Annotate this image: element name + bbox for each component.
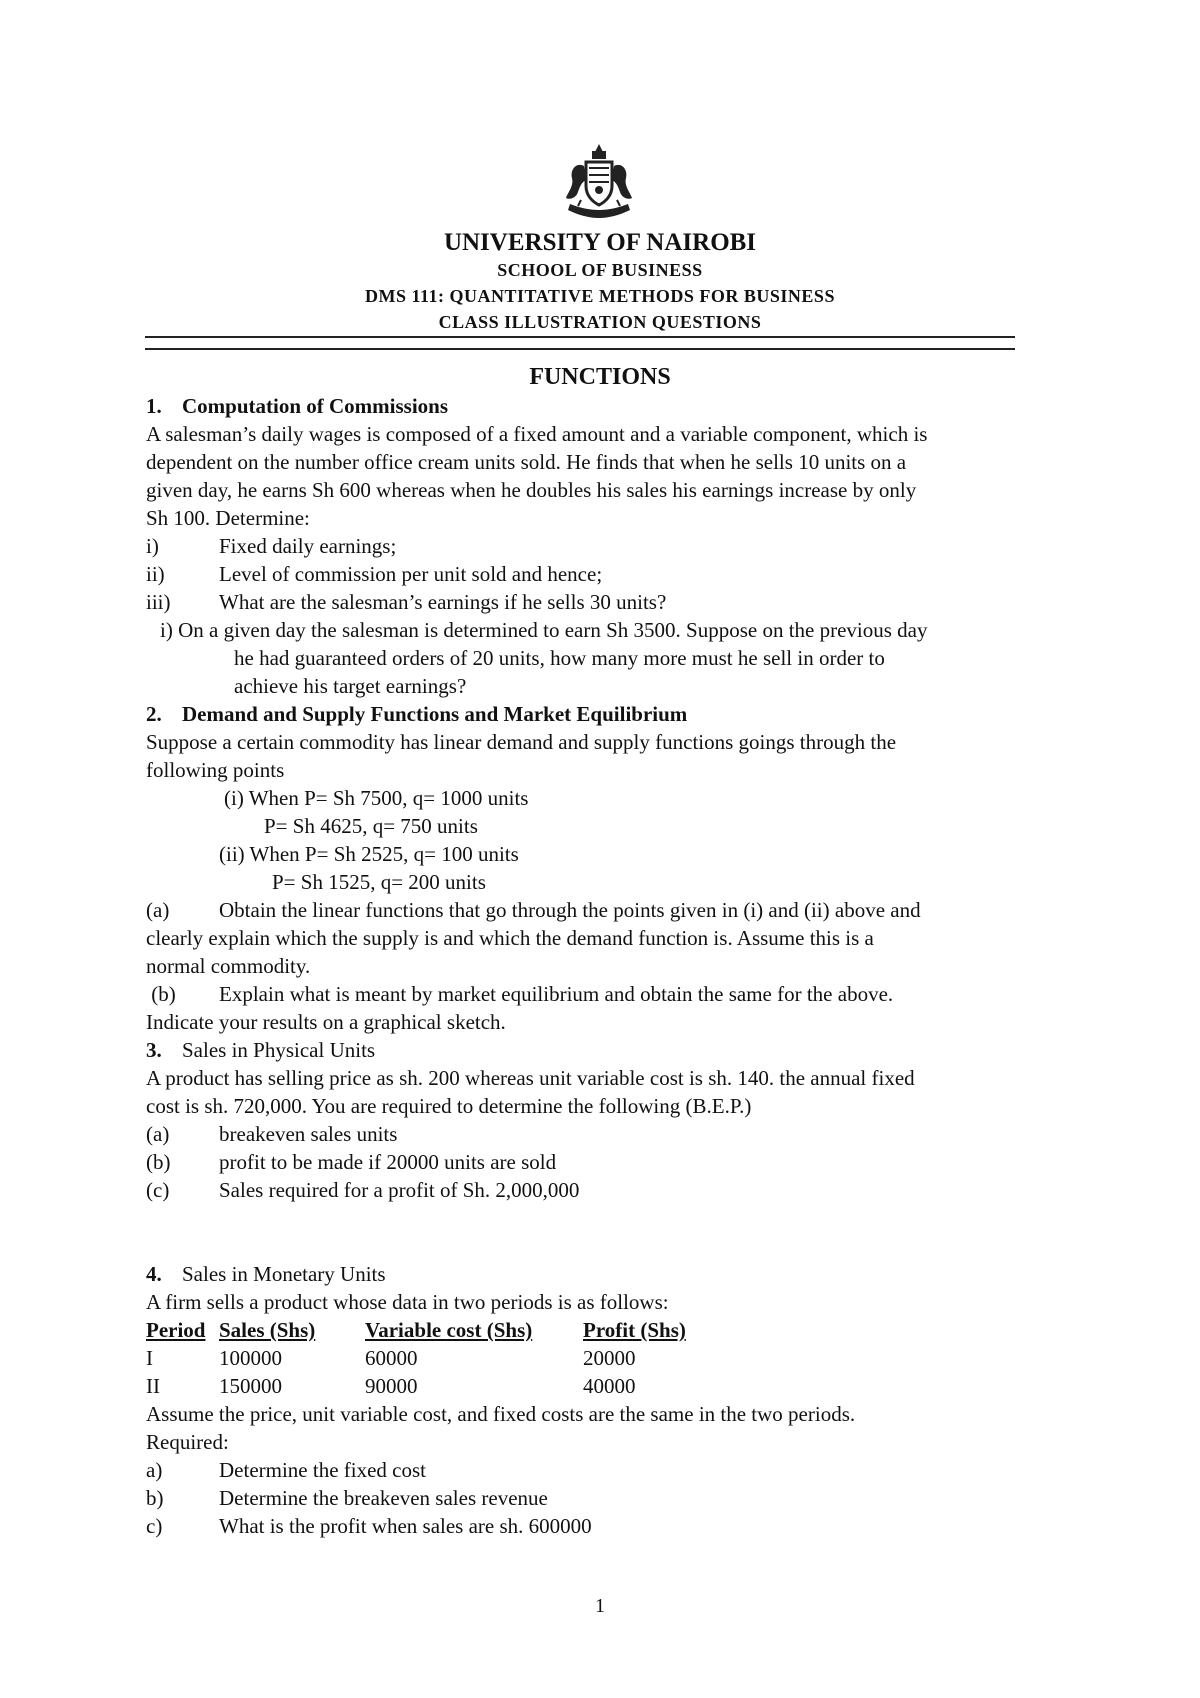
table-header-cell: Profit (Shs)	[583, 1318, 686, 1342]
q4-item-label: b)	[146, 1486, 164, 1510]
q4-item-text: Determine the breakeven sales revenue	[219, 1486, 548, 1510]
q3-heading	[146, 1036, 1066, 1064]
q3-item	[146, 1176, 1066, 1204]
q3-item-text: profit to be made if 20000 units are sold	[219, 1150, 557, 1174]
q4-item	[146, 1456, 1066, 1484]
table-cell: 90000	[365, 1374, 418, 1398]
q4-required: Required:	[146, 1430, 229, 1454]
q1-item	[146, 588, 1066, 616]
q1-paragraph-line: A salesman’s daily wages is composed of a fixed amount and a variable component, which is	[146, 422, 928, 446]
q4-item	[146, 1512, 1066, 1540]
table-header-cell: Period	[146, 1318, 206, 1342]
course-title: DMS 111: QUANTITATIVE METHODS FOR BUSINESS	[365, 286, 835, 306]
q2-paragraph-line: Suppose a certain commodity has linear demand and supply functions goings through the	[146, 730, 897, 754]
q1-item-label: iii)	[146, 590, 171, 614]
q2-part-b	[146, 980, 1066, 1008]
q1-heading	[146, 392, 1066, 420]
q2-paragraph-line: following points	[146, 758, 285, 782]
table-row	[146, 1344, 1066, 1372]
q3-item-text: Sales required for a profit of Sh. 2,000,000	[219, 1178, 580, 1202]
table-header-cell: Variable cost (Shs)	[365, 1318, 533, 1342]
page-number: 1	[595, 1595, 605, 1617]
document-body	[146, 392, 1066, 1540]
q3-item	[146, 1148, 1066, 1176]
table-cell: I	[146, 1346, 153, 1370]
q1-extra-line: i) On a given day the salesman is determined to earn Sh 3500. Suppose on the previous day	[160, 618, 928, 642]
q2-point-line: P= Sh 4625, q= 750 units	[264, 814, 478, 838]
q2-title: Demand and Supply Functions and Market Equilibrium	[182, 702, 688, 726]
q4-item-text: What is the profit when sales are sh. 600000	[219, 1514, 592, 1538]
double-rule-divider	[145, 336, 1015, 350]
q2-part-a-line: clearly explain which the supply is and which the demand function is. Assume this is a	[146, 926, 874, 950]
table-cell: 40000	[583, 1374, 636, 1398]
q1-item-text: Fixed daily earnings;	[219, 534, 397, 558]
q4-item-label: c)	[146, 1514, 163, 1538]
q2-number: 2.	[146, 702, 162, 726]
q1-item	[146, 560, 1066, 588]
q1-extra-line: he had guaranteed orders of 20 units, how many more must he sell in order to	[234, 646, 885, 670]
q4-item-text: Determine the fixed cost	[219, 1458, 427, 1482]
q3-item-text: breakeven sales units	[219, 1122, 398, 1146]
q2-part-a-label: (a)	[146, 898, 170, 922]
q1-extra-line: achieve his target earnings?	[234, 674, 467, 698]
q4-item-label: a)	[146, 1458, 163, 1482]
q1-item-text: Level of commission per unit sold and hence;	[219, 562, 603, 586]
q3-title: Sales in Physical Units	[182, 1038, 376, 1062]
q1-item	[146, 532, 1066, 560]
table-cell: 150000	[219, 1374, 282, 1398]
q1-title: Computation of Commissions	[182, 394, 449, 418]
q2-part-a-text: Obtain the linear functions that go through the points given in (i) and (ii) above and	[219, 898, 921, 922]
q2-heading	[146, 700, 1066, 728]
q3-item-label: (c)	[146, 1178, 170, 1202]
university-name: UNIVERSITY OF NAIROBI	[443, 229, 757, 256]
q4-assumption: Assume the price, unit variable cost, and fixed costs are the same in the two periods.	[146, 1402, 856, 1426]
table-header-cell: Sales (Shs)	[219, 1318, 316, 1342]
q2-part-a-line: normal commodity.	[146, 954, 311, 978]
q2-point-line: (i) When P= Sh 7500, q= 1000 units	[224, 786, 529, 810]
q2-point-line: (ii) When P= Sh 2525, q= 100 units	[219, 842, 519, 866]
q4-heading	[146, 1260, 1066, 1288]
q1-paragraph-line: dependent on the number office cream units sold. He finds that when he sells 10 units on a	[146, 450, 907, 474]
q1-item-text: What are the salesman’s earnings if he sells 30 units?	[219, 590, 667, 614]
q4-table-header	[146, 1316, 1066, 1344]
table-cell: 20000	[583, 1346, 636, 1370]
table-cell: 100000	[219, 1346, 282, 1370]
q4-number: 4.	[146, 1262, 162, 1286]
q2-part-b-label: (b)	[146, 982, 176, 1006]
document-type: CLASS ILLUSTRATION QUESTIONS	[438, 312, 762, 332]
q2-part-b-line: Indicate your results on a graphical sketch.	[146, 1010, 506, 1034]
q3-item	[146, 1120, 1066, 1148]
q3-paragraph-line: A product has selling price as sh. 200 whereas unit variable cost is sh. 140. the annual fixed	[146, 1066, 915, 1090]
table-cell: II	[146, 1374, 160, 1398]
table-cell: 60000	[365, 1346, 418, 1370]
table-row	[146, 1372, 1066, 1400]
university-crest-logo	[562, 142, 636, 222]
section-title: FUNCTIONS	[529, 364, 671, 390]
q3-item-label: (b)	[146, 1150, 171, 1174]
school-name: SCHOOL OF BUSINESS	[497, 260, 703, 280]
q3-number: 3.	[146, 1038, 162, 1062]
q4-intro: A firm sells a product whose data in two periods is as follows:	[146, 1290, 669, 1314]
q1-paragraph-line: Sh 100. Determine:	[146, 506, 310, 530]
q1-number: 1.	[146, 394, 162, 418]
paragraph-spacer	[146, 1204, 1066, 1260]
q2-part-b-text: Explain what is meant by market equilibrium and obtain the same for the above.	[219, 982, 894, 1006]
q1-item-label: i)	[146, 534, 159, 558]
q3-item-label: (a)	[146, 1122, 170, 1146]
q1-paragraph-line: given day, he earns Sh 600 whereas when he doubles his sales his earnings increase by only	[146, 478, 917, 502]
q2-point-line: P= Sh 1525, q= 200 units	[272, 870, 486, 894]
q2-part-a	[146, 896, 1066, 924]
q1-item-label: ii)	[146, 562, 165, 586]
q4-title: Sales in Monetary Units	[182, 1262, 386, 1286]
q4-item	[146, 1484, 1066, 1512]
q3-paragraph-line: cost is sh. 720,000. You are required to determine the following (B.E.P.)	[146, 1094, 752, 1118]
